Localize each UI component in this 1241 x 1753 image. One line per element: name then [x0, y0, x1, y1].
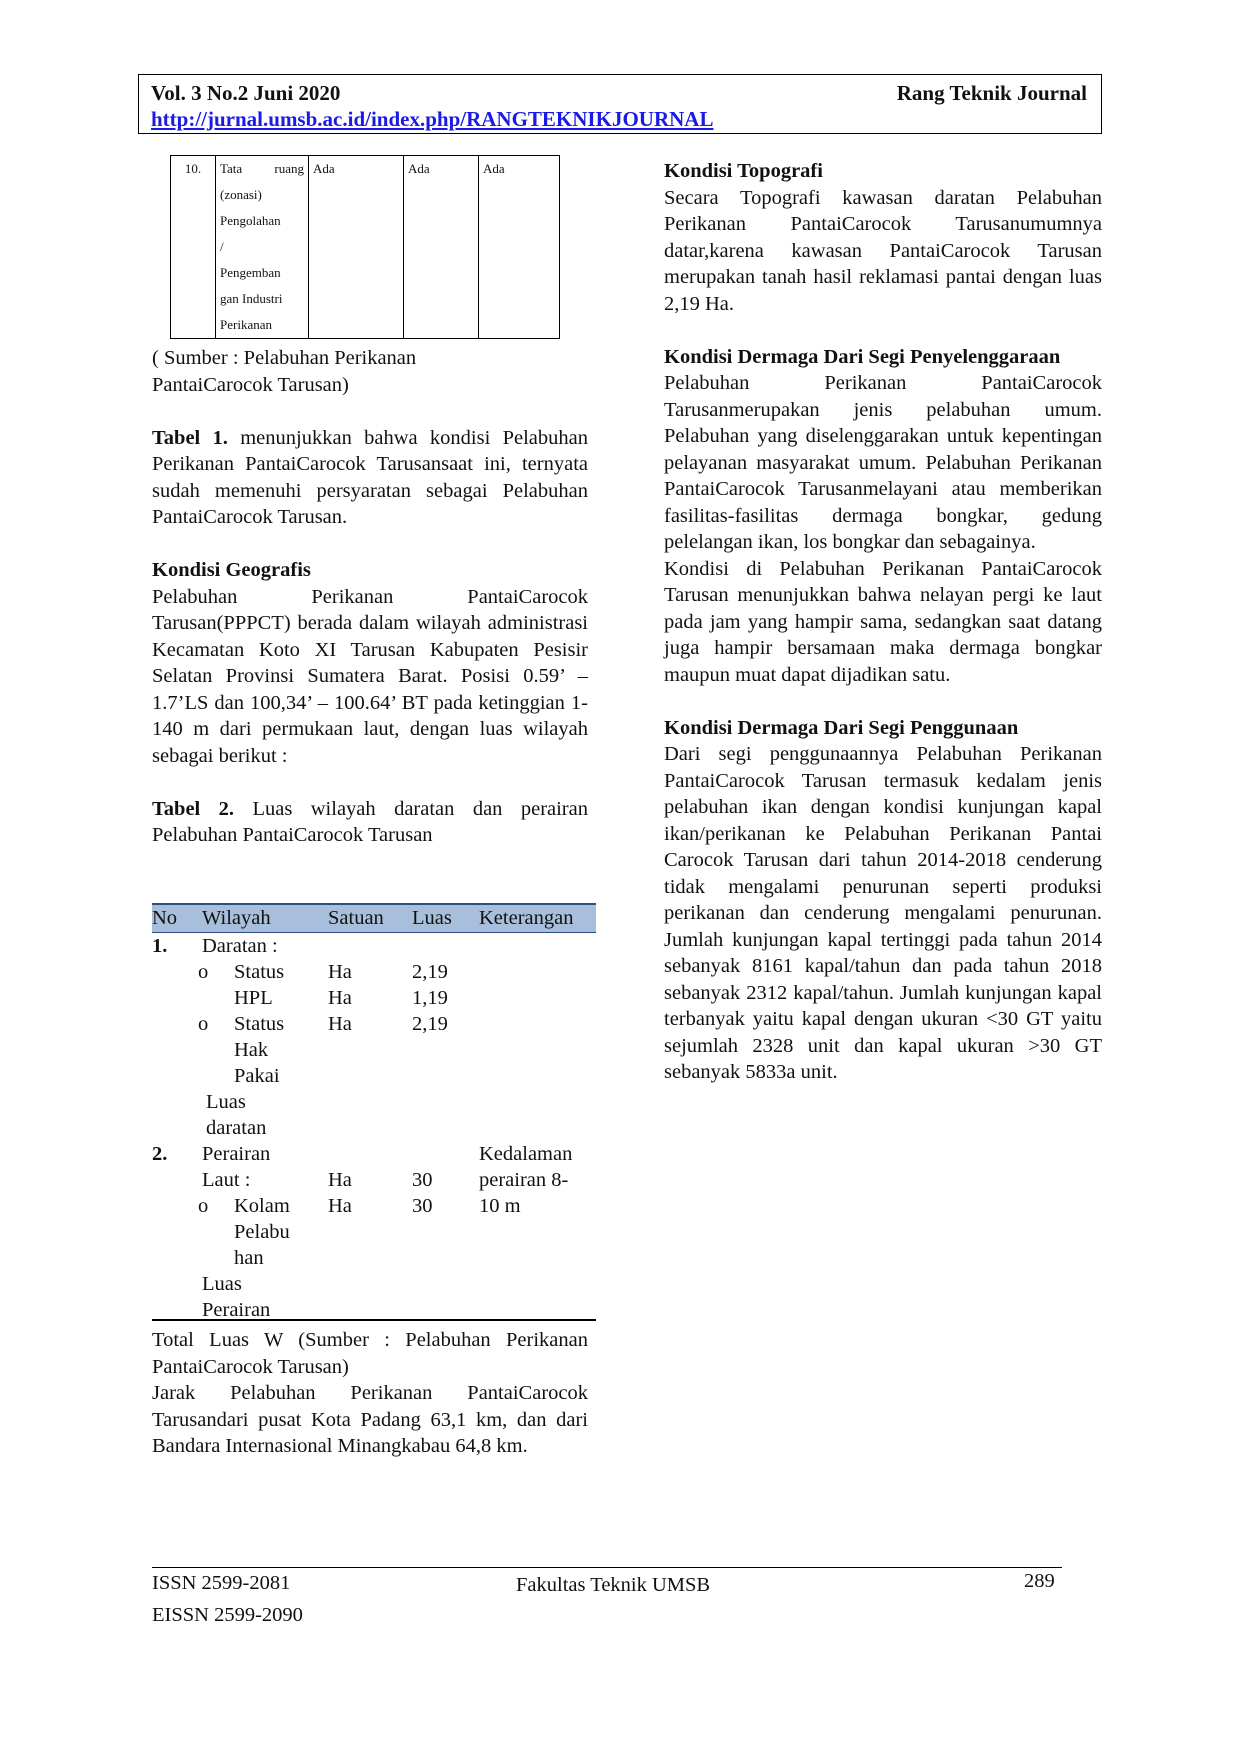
wilayah-cell: Kolam [234, 1195, 290, 1217]
col-header-satuan: Satuan [328, 907, 384, 929]
row-cell: Ada [309, 156, 404, 339]
row-no: 1. [152, 935, 168, 957]
col-header-no: No [152, 907, 178, 929]
wilayah-cell: Laut : [202, 1169, 251, 1191]
item-line: Pengemban [220, 265, 281, 280]
jarak-paragraph: Jarak Pelabuhan Perikanan PantaiCarocok Tarusandari pusat Kota Padang 63,1 km, dan dari Bandara Internasional Minangkabau 64,8 km. [152, 1382, 588, 1457]
tabel-2-label: Tabel 2. [152, 797, 235, 820]
wilayah-cell: Perairan [202, 1299, 271, 1321]
dermaga-penyelenggaraan-paragraph: Pelabuhan Perikanan PantaiCarocok Tarusanmerupakan jenis pelabuhan umum. Pelabuhan yang diselenggarakan untuk kepentingan pelayanan masyarakat umum. Pelabuhan Perikanan PantaiCarocok Tarusanmelayani atau memberikan fasilitas-fasilitas dermaga bongkar, gedung pelelangan ikan, los bongkar dan sebagainya. [664, 372, 1102, 553]
table-row [171, 156, 560, 339]
wilayah-cell: Luas [202, 1273, 242, 1295]
wilayah-cell: han [234, 1247, 264, 1269]
satuan-cell: Ha [328, 961, 352, 983]
wilayah-cell: Pelabu [234, 1221, 290, 1243]
wilayah-daratan: Daratan : [202, 935, 278, 957]
item-line: Tata ruang [220, 161, 304, 176]
page-number: 289 [1024, 1570, 1055, 1592]
keterangan-cell: 10 m [479, 1195, 521, 1217]
total-luas-source: Total Luas W (Sumber : Pelabuhan Perikanan PantaiCarocok Tarusan) [152, 1329, 588, 1378]
col-header-luas: Luas [412, 907, 452, 929]
issn: ISSN 2599-2081 [152, 1572, 291, 1594]
journal-name: Rang Teknik Journal [896, 81, 1087, 105]
luas-cell: 30 [412, 1169, 433, 1191]
item-line: Pengolahan [220, 213, 281, 228]
topografi-heading: Kondisi Topografi [664, 160, 823, 182]
right-column [664, 158, 1102, 1086]
journal-url-link[interactable]: http://jurnal.umsb.ac.id/index.php/RANGTEKNIKJOURNAL [151, 107, 714, 131]
table-2 [152, 903, 596, 1321]
luas-cell: 2,19 [412, 961, 448, 983]
dermaga-penggunaan-heading: Kondisi Dermaga Dari Segi Penggunaan [664, 716, 1019, 739]
topografi-paragraph: Secara Topografi kawasan daratan Pelabuhan Perikanan PantaiCarocok Tarusanumumnya datar,karena kawasan PantaiCarocok Tarusan merupakan tanah hasil reklamasi pantai dengan luas 2,19 Ha. [664, 186, 1102, 315]
faculty-name: Fakultas Teknik UMSB [516, 1574, 711, 1596]
volume-label: Vol. 3 No.2 Juni 2020 [151, 81, 341, 105]
item-line: gan Industri [220, 291, 283, 306]
item-line: / [220, 239, 224, 254]
wilayah-cell: Luas [206, 1091, 246, 1113]
wilayah-cell: Status [234, 1013, 285, 1035]
left-column-upper [152, 345, 588, 849]
satuan-cell: Ha [328, 987, 352, 1009]
table-2-body [152, 933, 596, 1321]
row-cell: Ada [479, 156, 560, 339]
wilayah-cell: HPL [234, 987, 273, 1009]
dermaga-penyelenggaraan-heading: Kondisi Dermaga Dari Segi Penyelenggaraan [664, 345, 1061, 368]
wilayah-cell: Hak [234, 1039, 269, 1061]
table-2-header [152, 903, 596, 933]
tabel-1-label: Tabel 1. [152, 426, 228, 449]
wilayah-cell: daratan [206, 1117, 267, 1139]
tabel-2-caption-text: Luas wilayah daratan dan perairan Pelabuhan PantaiCarocok Tarusan [152, 797, 588, 846]
luas-cell: 2,19 [412, 1013, 448, 1035]
satuan-cell: Ha [328, 1013, 352, 1035]
luas-cell: 30 [412, 1195, 433, 1217]
tabel-2-caption [152, 796, 588, 849]
row-item [216, 156, 309, 339]
tabel-1-text: menunjukkan bahwa kondisi Pelabuhan Perikanan PantaiCarocok Tarusansaat ini, ternyata sudah memenuhi persyaratan sebagai Pelabuhan PantaiCarocok Tarusan. [152, 426, 588, 528]
bullet: o [198, 1195, 209, 1217]
table-1-continuation [170, 155, 560, 339]
col-header-wilayah: Wilayah [202, 907, 271, 929]
wilayah-cell: Status [234, 961, 285, 983]
keterangan-cell: Kedalaman [479, 1143, 573, 1165]
row-no: 2. [152, 1143, 168, 1165]
wilayah-cell: Pakai [234, 1065, 280, 1087]
row-cell: Ada [404, 156, 479, 339]
satuan-cell: Ha [328, 1169, 352, 1191]
dermaga-penggunaan-paragraph: Dari segi penggunaannya Pelabuhan Perikanan PantaiCarocok Tarusan termasuk kedalam jenis pelabuhan ikan dengan kondisi kunjungan kapal ikan/perikanan ke Pelabuhan Perikanan Pantai Carocok Tarusan dari tahun 2014-2018 cenderung tidak mengalami penurunan seperti produksi perikanan dan cenderung mengalami penurunan. Jumlah kunjungan kapal tertinggi pada tahun 2014 sebanyak 8161 kapal/tahun dan pada tahun 2018 sebanyak 2312 kapal/tahun. Jumlah kunjungan kapal terbanyak yaitu kapal dengan ukuran <30 GT yaitu sejumlah 2328 unit dan kapal ukuran >30 GT sebanyak 5833a unit. [664, 743, 1102, 1083]
col-header-keterangan: Keterangan [479, 907, 574, 929]
geografis-heading: Kondisi Geografis [152, 559, 311, 581]
wilayah-perairan: Perairan [202, 1143, 271, 1165]
row-number: 10. [171, 156, 216, 339]
table-1-source: ( Sumber : Pelabuhan Perikanan PantaiCarocok Tarusan) [152, 347, 417, 396]
left-column-lower [152, 1327, 588, 1460]
item-line: (zonasi) [220, 187, 262, 202]
geografis-paragraph: Pelabuhan Perikanan PantaiCarocok Tarusan(PPPCT) berada dalam wilayah administrasi Kecamatan Koto XI Tarusan Kabupaten Pesisir Selatan Provinsi Sumatera Barat. Posisi 0.59’ – 1.7’LS dan 100,34’ – 100.64’ BT pada ketinggian 1-140 m dari permukaan laut, dengan luas wilayah sebagai berikut : [152, 585, 588, 767]
journal-header [138, 74, 1102, 134]
footer-divider [152, 1567, 1062, 1568]
keterangan-cell: perairan 8- [479, 1169, 569, 1191]
item-line: Perikanan [220, 317, 272, 332]
bullet: o [198, 961, 209, 983]
luas-cell: 1,19 [412, 987, 448, 1009]
satuan-cell: Ha [328, 1195, 352, 1217]
eissn: EISSN 2599-2090 [152, 1604, 303, 1626]
tabel-1-paragraph [152, 425, 588, 531]
bullet: o [198, 1013, 209, 1035]
dermaga-kondisi-paragraph: Kondisi di Pelabuhan Perikanan PantaiCarocok Tarusan menunjukkan bahwa nelayan pergi ke laut pada jam yang hampir sama, sedangkan saat datang juga hampir bersamaan maka dermaga bongkar maupun muat dapat dijadikan satu. [664, 557, 1102, 686]
